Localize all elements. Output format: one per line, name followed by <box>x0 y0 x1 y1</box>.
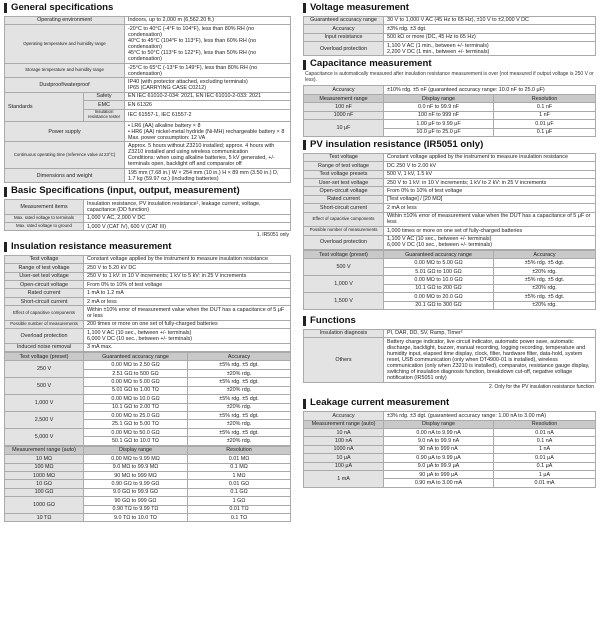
table-row <box>5 514 291 522</box>
range-cell: 9.0 TΩ to 10.0 TΩ <box>84 514 188 522</box>
spec-row <box>5 142 291 169</box>
group-label: 1000 GΩ <box>5 497 84 514</box>
spec-row <box>304 187 596 195</box>
spec-row <box>304 329 596 337</box>
table-row <box>304 103 596 111</box>
table-header <box>5 353 291 361</box>
range-cell: 0.00 MΩ to 9.99 MΩ <box>84 455 188 463</box>
spec-label: Continuous operating time (reference value at 23°C) <box>5 142 125 169</box>
group-label: 2,500 V <box>5 412 84 429</box>
standard-name: Safety <box>84 92 125 100</box>
column-header: Display range <box>84 446 188 454</box>
range-cell: 9.0 nA to 99.9 nA <box>384 437 494 445</box>
spec-label: Possible number of measurements <box>304 227 384 235</box>
column-header: Resolution <box>188 446 291 454</box>
column-header: Test voltage (preset) <box>5 353 84 361</box>
range-cell: 0.90 mA to 3.00 mA <box>384 479 494 487</box>
spec-row <box>5 289 291 297</box>
spec-label: Guaranteed accuracy range <box>304 16 384 24</box>
table-row <box>304 111 596 119</box>
spec-value: 250 V to 1 kV: in 10 V increments; 1 kV to 2 kV: in 25 V increments <box>384 178 596 186</box>
general-spec-title: General specifications <box>4 3 291 14</box>
spec-value: PI, DAR, DD, SV, Ramp, Timer² <box>384 329 596 337</box>
spec-label: Max. rated voltage to ground <box>5 222 84 230</box>
column-header: Display range <box>384 420 494 428</box>
group-label: 1000 nF <box>304 111 384 119</box>
spec-label: Effect of capacitive components <box>304 212 384 226</box>
table-row <box>5 455 291 463</box>
table-row <box>304 462 596 470</box>
spec-label: Others <box>304 338 384 383</box>
column-header: Resolution <box>494 94 596 102</box>
range-cell: 10.0 μF to 25.0 μF <box>384 128 494 136</box>
pv-spec-table <box>303 153 596 250</box>
spec-label: Test voltage <box>304 153 384 161</box>
insulation-title: Insulation resistance measurement <box>4 242 291 253</box>
table-row <box>304 293 596 301</box>
value-cell: ±5% rdg. ±5 dgt. <box>188 361 291 369</box>
table-row <box>5 471 291 479</box>
spec-row <box>304 153 596 161</box>
group-label: 10 nA <box>304 428 384 436</box>
spec-value: Indoors, up to 2,000 m (6,562.20 ft.) <box>125 16 291 24</box>
group-label: 500 V <box>304 259 384 276</box>
value-cell: 1 μA <box>494 471 596 479</box>
table-row <box>5 480 291 488</box>
column-header: Display range <box>384 94 494 102</box>
value-cell: 0.01 μA <box>494 454 596 462</box>
range-cell: 0.90 μA to 9.99 μA <box>384 454 494 462</box>
group-label: 10 μA <box>304 454 384 462</box>
spec-value: 500 kΩ or more (DC, 45 Hz to 65 Hz) <box>384 33 596 41</box>
spec-row <box>304 338 596 383</box>
spec-value: 250 V to 5.20 kV DC <box>84 264 291 272</box>
spec-value: • LR6 (AA) alkaline battery × 8 • HR6 (AA) nickel-metal hydride (Ni-MH) rechargeable battery × 8 Max. power consumption: 12 VA <box>125 121 291 142</box>
group-label: 250 V <box>5 361 84 378</box>
table-row <box>304 471 596 479</box>
group-label: 10 GΩ <box>5 480 84 488</box>
range-cell: 50.1 GΩ to 10.0 TΩ <box>84 437 188 445</box>
accuracy-label: Accuracy <box>304 412 384 420</box>
insulation-range-table <box>4 446 291 523</box>
spec-row <box>5 343 291 351</box>
spec-row <box>304 42 596 56</box>
spec-value: From 0% to 10% of test voltage <box>84 281 291 289</box>
group-label: 5,000 V <box>5 428 84 445</box>
accuracy-row <box>304 412 596 420</box>
spec-value: Insulation resistance, PV insulation resistance¹, leakage current, voltage, capacitance (DD function) <box>84 200 291 214</box>
range-cell: 0.00 MΩ to 2.50 GΩ <box>84 361 188 369</box>
table-row <box>5 463 291 471</box>
table-row <box>304 437 596 445</box>
pv-accuracy-table <box>303 250 596 310</box>
spec-row <box>304 25 596 33</box>
spec-label: Possible number of measurements <box>5 320 84 328</box>
left-column <box>4 0 291 522</box>
spec-label: Induced noise removal <box>5 343 84 351</box>
spec-value: 1,100 V AC (10 sec., between +/- terminals) 6,000 V DC (10 sec., between +/- terminals) <box>384 235 596 249</box>
group-label: 1 mA <box>304 471 384 488</box>
value-cell: ±5% rdg. ±5 dgt. <box>188 428 291 436</box>
functions-title: Functions <box>303 316 596 327</box>
spec-label: Measurement items <box>5 200 84 214</box>
standard-value: IEC 61557-1, IEC 61557-2 <box>125 109 291 121</box>
range-cell: 20.1 GΩ to 300 GΩ <box>384 301 494 309</box>
table-row <box>5 378 291 386</box>
value-cell: 0.1 μF <box>494 128 596 136</box>
range-cell: 0.00 MΩ to 10.0 GΩ <box>384 276 494 284</box>
range-cell: 0.0 nF to 99.9 nF <box>384 103 494 111</box>
spec-row <box>5 214 291 222</box>
column-header: Guaranteed accuracy range <box>84 353 188 361</box>
pv-title: PV insulation resistance (IR5051 only) <box>303 140 596 151</box>
spec-row <box>5 121 291 142</box>
spec-row <box>5 25 291 64</box>
value-cell: ±5% rdg. ±5 dgt. <box>188 378 291 386</box>
value-cell: 1 nF <box>494 111 596 119</box>
group-label: 10 TΩ <box>5 514 84 522</box>
spec-row <box>5 306 291 320</box>
standard-value: EN IEC 61010-2-034: 2021, EN IEC 61010-2-033: 2021 <box>125 92 291 100</box>
value-cell: 0.1 nF <box>494 103 596 111</box>
spec-row <box>5 329 291 343</box>
spec-label: Insulation diagnosis <box>304 329 384 337</box>
group-label: 100 GΩ <box>5 488 84 496</box>
column-header: Accuracy <box>188 353 291 361</box>
value-cell: 0.1 MΩ <box>188 463 291 471</box>
insulation-spec-table <box>4 255 291 352</box>
spec-row <box>304 204 596 212</box>
spec-value: DC 250 V to 2.00 kV <box>384 162 596 170</box>
table-row <box>5 497 291 505</box>
spec-label: Range of test voltage <box>5 264 84 272</box>
spec-row <box>304 227 596 235</box>
range-cell: 25.1 GΩ to 5.00 TΩ <box>84 420 188 428</box>
table-row <box>304 120 596 128</box>
voltage-title: Voltage measurement <box>303 3 596 14</box>
value-cell: 0.1 μA <box>494 462 596 470</box>
standards-label: Standards <box>5 92 84 121</box>
right-column <box>303 0 596 488</box>
range-cell: 0.90 GΩ to 9.99 GΩ <box>84 480 188 488</box>
spec-value: 1,100 V AC (10 sec., between +/- terminals) 6,000 V DC (10 sec., between +/- terminals) <box>84 329 291 343</box>
spec-value: 1 mA to 1.2 mA <box>84 289 291 297</box>
range-cell: 90 nA to 999 nA <box>384 445 494 453</box>
group-label: 1000 MΩ <box>5 471 84 479</box>
column-header: Resolution <box>494 420 596 428</box>
spec-value: Within ±10% error of measurement value when the DUT has a capacitance of 5 μF or less <box>384 212 596 226</box>
range-cell: 0.00 MΩ to 5.00 GΩ <box>84 378 188 386</box>
value-cell: 0.1 GΩ <box>188 488 291 496</box>
table-row <box>304 276 596 284</box>
spec-label: Rated current <box>5 289 84 297</box>
accuracy-value: ±10% rdg. ±5 nF (guaranteed accuracy range: 10.0 nF to 25.0 μF) <box>384 86 596 94</box>
value-cell: ±20% rdg. <box>188 420 291 428</box>
spec-row <box>304 235 596 249</box>
spec-value: 2 mA or less <box>84 297 291 305</box>
basic-spec-title: Basic Specifications (input, output, measurement) <box>4 186 291 197</box>
value-cell: 0.1 nA <box>494 437 596 445</box>
spec-label: Storage temperature and humidity range <box>5 63 125 77</box>
range-cell: 0.00 MΩ to 10.0 GΩ <box>84 395 188 403</box>
table-header <box>304 94 596 102</box>
spec-value: 1,000 V (CAT IV), 600 V (CAT III) <box>84 222 291 230</box>
table-row <box>5 488 291 496</box>
value-cell: 0.01 μF <box>494 120 596 128</box>
spec-label: Input resistance <box>304 33 384 41</box>
spec-label: Operating temperature and humidity range <box>5 25 125 64</box>
spec-row <box>5 272 291 280</box>
spec-label: Effect of capacitive components <box>5 306 84 320</box>
spec-value: ±3% rdg. ±3 dgt. <box>384 25 596 33</box>
insulation-accuracy-table <box>4 352 291 446</box>
range-cell: 10.1 GΩ to 2.00 TΩ <box>84 403 188 411</box>
table-header <box>5 446 291 454</box>
standards-row <box>5 92 291 100</box>
group-label: 1,000 V <box>5 395 84 412</box>
value-cell: 0.01 nA <box>494 428 596 436</box>
spec-label: Overload protection <box>304 235 384 249</box>
standard-value: EN 61326 <box>125 101 291 109</box>
range-cell: 0.00 MΩ to 5.00 GΩ <box>384 259 494 267</box>
value-cell: ±20% rdg. <box>494 284 596 292</box>
value-cell: ±20% rdg. <box>494 301 596 309</box>
voltage-table <box>303 16 596 57</box>
group-label: 1,500 V <box>304 293 384 310</box>
spec-value: 1,000 V AC, 2,000 V DC <box>84 214 291 222</box>
value-cell: ±5% rdg. ±5 dgt. <box>188 395 291 403</box>
range-cell: 1.00 μF to 9.99 μF <box>384 120 494 128</box>
value-cell: ±20% rdg. <box>188 403 291 411</box>
table-header <box>304 250 596 258</box>
column-header: Guaranteed accuracy range <box>384 250 494 258</box>
table-row <box>304 445 596 453</box>
range-cell: 0.00 MΩ to 20.0 GΩ <box>384 293 494 301</box>
spec-row <box>5 320 291 328</box>
spec-value: Constant voltage applied by the instrument to measure insulation resistance <box>384 153 596 161</box>
range-cell: 5.01 GΩ to 1.00 TΩ <box>84 386 188 394</box>
value-cell: ±5% rdg. ±5 dgt. <box>494 259 596 267</box>
spec-label: Short-circuit current <box>5 297 84 305</box>
table-row <box>304 454 596 462</box>
value-cell: 0.01 GΩ <box>188 480 291 488</box>
value-cell: ±20% rdg. <box>188 437 291 445</box>
spec-row <box>304 212 596 226</box>
spec-label: User-set test voltage <box>304 178 384 186</box>
table-row <box>304 428 596 436</box>
leakage-title: Leakage current measurement <box>303 398 596 409</box>
spec-row <box>5 255 291 263</box>
spec-value: Within ±10% error of measurement value when the DUT has a capacitance of 5 μF or less <box>84 306 291 320</box>
spec-row <box>5 16 291 24</box>
group-label: 500 V <box>5 378 84 395</box>
functions-table <box>303 329 596 383</box>
range-cell: 2.51 GΩ to 500 GΩ <box>84 369 188 377</box>
spec-value: 3 mA max. <box>84 343 291 351</box>
range-cell: 0.00 MΩ to 25.0 GΩ <box>84 412 188 420</box>
spec-value: Constant voltage applied by the instrument to measure insulation resistance <box>84 255 291 263</box>
spec-row <box>5 63 291 77</box>
spec-value: [Test voltage] / [20 MΩ] <box>384 195 596 203</box>
range-cell: 9.0 MΩ to 99.9 MΩ <box>84 463 188 471</box>
spec-value: 200 times or more on one set of fully-charged batteries <box>84 320 291 328</box>
range-cell: 9.0 GΩ to 99.9 GΩ <box>84 488 188 496</box>
spec-label: Accuracy <box>304 25 384 33</box>
value-cell: 1 nA <box>494 445 596 453</box>
spec-value: 1,000 times or more on one set of fully-charged batteries <box>384 227 596 235</box>
value-cell: ±20% rdg. <box>188 386 291 394</box>
spec-row <box>5 200 291 214</box>
table-row <box>5 428 291 436</box>
range-cell: 0.90 TΩ to 9.99 TΩ <box>84 505 188 513</box>
table-header <box>304 420 596 428</box>
value-cell: 0.01 TΩ <box>188 505 291 513</box>
spec-label: Range of test voltage <box>304 162 384 170</box>
group-label: 1,000 V <box>304 276 384 293</box>
table-row <box>5 395 291 403</box>
spec-label: Power supply <box>5 121 125 142</box>
capacitance-table <box>303 85 596 137</box>
spec-label: Open-circuit voltage <box>5 281 84 289</box>
spec-row <box>304 170 596 178</box>
spec-label: Short-circuit current <box>304 204 384 212</box>
spec-value: From 0% to 10% of test voltage <box>384 187 596 195</box>
value-cell: ±5% rdg. ±5 dgt. <box>494 293 596 301</box>
spec-value: Battery charge indicator, live circuit indicator, automatic power save, automatic discharge, backlight, buzzer, manual recording, logging recording, temperature and humidity input, elapsed time display, clock, filter, hardware filter, data-hold, system reset, USB communication (only when DT4900-01 is installed), wireless communication (only when Z3210 is installed), comparator, resistance gauge display, switching of insulation diagnosis function, breakdown cut-off, negative voltage notification (IR5051 only) <box>384 338 596 383</box>
accuracy-label: Accuracy <box>304 86 384 94</box>
range-cell: 90 μA to 999 μA <box>384 471 494 479</box>
spec-row <box>304 162 596 170</box>
group-label: 10 μF <box>304 120 384 137</box>
spec-label: Overload protection <box>5 329 84 343</box>
value-cell: 0.01 MΩ <box>188 455 291 463</box>
group-label: 100 MΩ <box>5 463 84 471</box>
spec-row <box>304 16 596 24</box>
column-header: Measurement range (auto) <box>304 420 384 428</box>
spec-row <box>304 178 596 186</box>
table-row <box>304 259 596 267</box>
spec-value: 1,100 V AC (1 min., between +/- terminals) 2,200 V DC (1 min., between +/- terminals) <box>384 42 596 56</box>
spec-value: -20°C to 40°C (-4°F to 104°F), less than 80% RH (no condensation) 40°C to 45°C (104°F to 113°F), less than 60% RH (no condensation) 45°C to 50°C (113°F to 122°F), less than 50% RH (no condensation) <box>125 25 291 64</box>
spec-value: 2 mA or less <box>384 204 596 212</box>
spec-value: -25°C to 65°C (-13°F to 149°F), less than 80% RH (no condensation) <box>125 63 291 77</box>
range-cell: 10.1 GΩ to 200 GΩ <box>384 284 494 292</box>
range-cell: 90 GΩ to 999 GΩ <box>84 497 188 505</box>
capacitance-title: Capacitance measurement <box>303 59 596 70</box>
column-header: Test voltage (preset) <box>304 250 384 258</box>
spec-row <box>5 168 291 182</box>
spec-row <box>5 281 291 289</box>
accuracy-row <box>304 86 596 94</box>
spec-label: Dustproof/waterproof <box>5 78 125 92</box>
spec-label: Operating environment <box>5 16 125 24</box>
spec-label: Max. rated voltage to terminals <box>5 214 84 222</box>
spec-label: Open-circuit voltage <box>304 187 384 195</box>
spec-value: Approx. 5 hours without Z3210 installed; approx. 4 hours with Z3210 installed and using wireless communication Conditions: when using alkaline batteries, 5 kV generated, +/- terminals open, backlight off and comparator off <box>125 142 291 169</box>
spec-value: 500 V, 1 kV, 1.5 kV <box>384 170 596 178</box>
footnote-ir5051: 1. IR5051 only <box>256 232 289 239</box>
footnote-pv: 2. Only for the PV insulation resistance function <box>488 383 594 390</box>
spec-row <box>304 195 596 203</box>
column-header: Accuracy <box>494 250 596 258</box>
range-cell: 90 MΩ to 999 MΩ <box>84 471 188 479</box>
spec-label: Dimensions and weight <box>5 168 125 182</box>
value-cell: 1 GΩ <box>188 497 291 505</box>
value-cell: ±5% rdg. ±5 dgt. <box>188 412 291 420</box>
spec-label: User-set test voltage <box>5 272 84 280</box>
basic-spec-table <box>4 199 291 231</box>
spec-row <box>304 33 596 41</box>
group-label: 10 MΩ <box>5 455 84 463</box>
accuracy-value: ±3% rdg. ±3 dgt. (guaranteed accuracy range: 1.00 nA to 3.00 mA) <box>384 412 596 420</box>
spec-row <box>5 264 291 272</box>
spec-row <box>5 297 291 305</box>
value-cell: 0.1 TΩ <box>188 514 291 522</box>
range-cell: 100 nF to 999 nF <box>384 111 494 119</box>
spec-value: 250 V to 1 kV: in 10 V increments; 1 kV to 5 kV: in 25 V increments <box>84 272 291 280</box>
group-label: 100 nA <box>304 437 384 445</box>
value-cell: 1 MΩ <box>188 471 291 479</box>
column-header: Measurement range <box>304 94 384 102</box>
spec-label: Overload protection <box>304 42 384 56</box>
range-cell: 9.0 μA to 99.9 μA <box>384 462 494 470</box>
table-row <box>5 412 291 420</box>
standard-name: EMC <box>84 101 125 109</box>
column-header: Measurement range (auto) <box>5 446 84 454</box>
spec-value: 30 V to 1,000 V AC (45 Hz to 65 Hz), ±10 V to ±2,000 V DC <box>384 16 596 24</box>
spec-value: IP40 (with protector attached, excluding terminals) IP65 (CARRYING CASE C0212) <box>125 78 291 92</box>
value-cell: ±5% rdg. ±5 dgt. <box>494 276 596 284</box>
spec-row <box>5 222 291 230</box>
group-label: 100 nF <box>304 103 384 111</box>
value-cell: ±20% rdg. <box>188 369 291 377</box>
group-label: 100 μA <box>304 462 384 470</box>
spec-label: Rated current <box>304 195 384 203</box>
spec-row <box>5 78 291 92</box>
spec-label: Test voltage <box>5 255 84 263</box>
leakage-table <box>303 411 596 488</box>
capacitance-subtitle: Capacitance is automatically measured after insulation resistance measurement is over (not measured if output voltage is 250 V or less). <box>305 71 594 83</box>
range-cell: 5.01 GΩ to 100 GΩ <box>384 267 494 275</box>
group-label: 1000 nA <box>304 445 384 453</box>
standard-name: Insulation resistance tester <box>84 109 125 121</box>
range-cell: 0.00 MΩ to 50.0 GΩ <box>84 428 188 436</box>
general-spec-table <box>4 16 291 184</box>
table-row <box>5 361 291 369</box>
spec-label: Test voltage presets <box>304 170 384 178</box>
value-cell: ±20% rdg. <box>494 267 596 275</box>
range-cell: 0.00 nA to 9.99 nA <box>384 428 494 436</box>
value-cell: 0.01 mA <box>494 479 596 487</box>
spec-value: 195 mm (7.68 in.) W × 254 mm (10 in.) H × 89 mm (3.50 in.) D, 1.7 kg (59.97 oz.) (including batteries) <box>125 168 291 182</box>
